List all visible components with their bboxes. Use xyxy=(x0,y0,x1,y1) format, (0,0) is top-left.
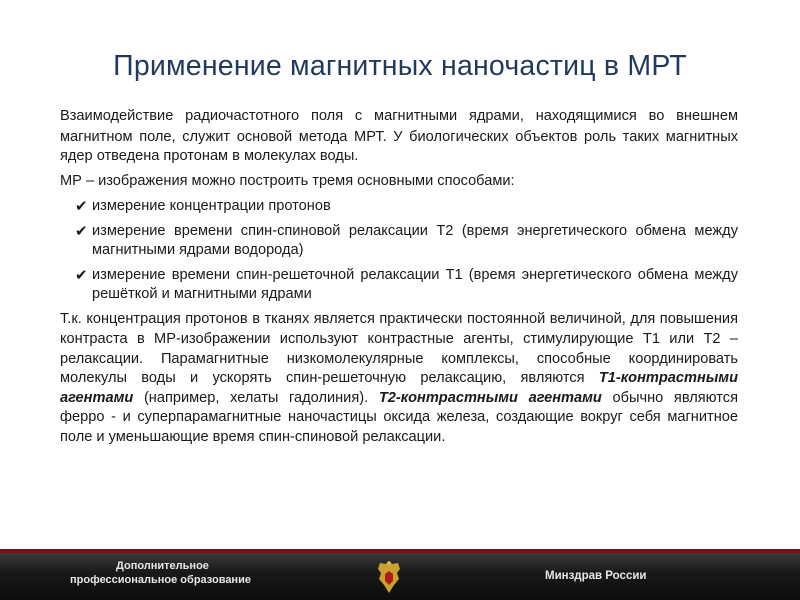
paragraph-text: (например, хелаты гадолиния). xyxy=(133,389,379,406)
paragraph-methods xyxy=(60,172,738,193)
list-item-text: измерение концентрации протонов xyxy=(92,198,331,214)
methods-list xyxy=(60,197,738,305)
list-item xyxy=(60,266,738,305)
footer-ministry-label: Минздрав России xyxy=(545,570,647,582)
paragraph-text: МР – изображения можно построить тремя основными способами: xyxy=(60,172,515,189)
footer-bar xyxy=(0,549,800,600)
t1-agents-term: Т1-контрастными агентами xyxy=(60,370,738,406)
paragraph-text: Т.к. концентрация протонов в тканях является практически постоянной величиной, для повышения контраста в МР-изображении используют контрастные агенты, стимулирующие Т1 или Т2 – релаксации. Парамагнитные низкомолекулярные комплексы, способные координировать молекулы воды и ускорять спин-решеточную релаксацию, являются xyxy=(60,310,738,386)
checkmark-icon: ✔ xyxy=(75,265,88,284)
footer-line-1: Дополнительное xyxy=(116,560,209,572)
t2-agents-term: Т2-контрастными агентами xyxy=(378,389,602,406)
footer-program-label xyxy=(70,559,251,587)
list-item-text: измерение времени спин-решеточной релаксации Т1 (время энергетического обмена между решёткой и магнитными ядрами xyxy=(92,266,738,302)
coat-of-arms-icon xyxy=(376,559,402,595)
paragraph-mri-basis xyxy=(60,107,738,167)
checkmark-icon: ✔ xyxy=(75,221,88,240)
paragraph-text: Взаимодействие радиочастотного поля с магнитными ядрами, находящимися во внешнем магнитном поле, служит основой метода МРТ. У биологических объектов роль таких магнитных ядер отведена протонам в молекулах воды. xyxy=(60,108,738,164)
paragraph-contrast-agents xyxy=(60,310,738,448)
paragraph-text: обычно являются ферро - и суперпарамагнитные наночастицы оксида железа, создающие вокруг себя магнитное поле и уменьшающие время спин-спиновой релаксации. xyxy=(60,389,738,445)
checkmark-icon: ✔ xyxy=(75,197,88,215)
list-item-text: измерение времени спин-спиновой релаксации Т2 (время энергетического обмена между магнитными ядрами водорода) xyxy=(92,222,738,258)
list-item xyxy=(60,222,738,261)
slide-content xyxy=(60,107,738,452)
footer-line-2: профессиональное образование xyxy=(70,574,251,586)
slide-title: Применение магнитных наночастиц в МРТ xyxy=(113,50,687,82)
list-item xyxy=(60,197,738,217)
